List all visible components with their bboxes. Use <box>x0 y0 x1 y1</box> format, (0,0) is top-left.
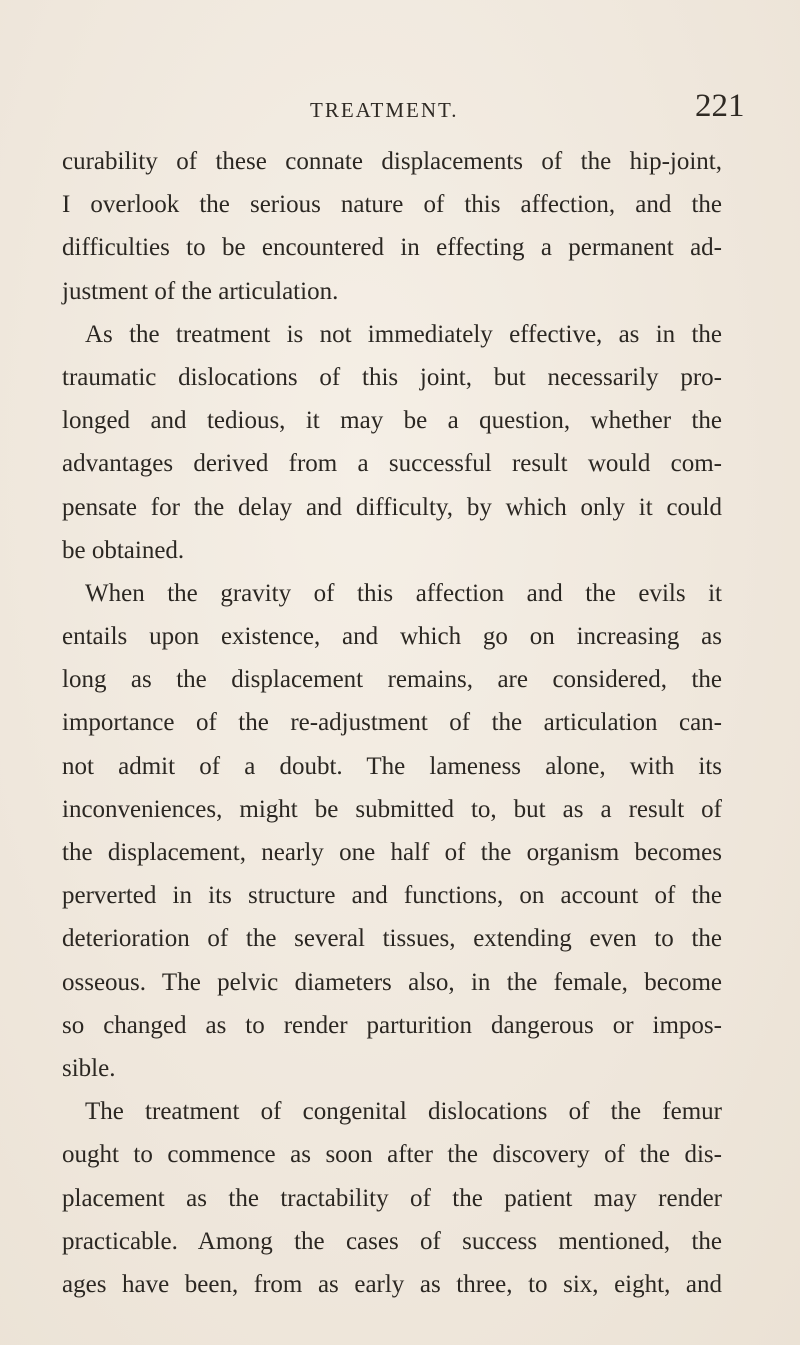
running-title: TREATMENT. <box>310 98 459 122</box>
text-line: osseous. The pelvic diameters also, in the female, become <box>62 968 722 996</box>
text-line: justment of the articulation. <box>62 277 339 305</box>
text-line: ages have been, from as early as three, to six, eight, and <box>62 1270 722 1298</box>
text-line: difficulties to be encountered in effecting a permanent ad- <box>62 234 722 262</box>
text-line: curability of these connate displacements of the hip-joint, <box>62 148 722 175</box>
text-line: I overlook the serious nature of this affection, and the <box>62 191 722 219</box>
body-text <box>62 140 722 1306</box>
text-line: perverted in its structure and functions, on account of the <box>62 882 722 910</box>
text-line: longed and tedious, it may be a question, whether the <box>62 407 722 435</box>
text-line: importance of the re-adjustment of the articulation can- <box>62 709 722 737</box>
text-line: be obtained. <box>62 536 185 564</box>
text-line: practicable. Among the cases of success mentioned, the <box>62 1227 722 1255</box>
text-line: entails upon existence, and which go on increasing as <box>62 623 722 651</box>
page-number: 221 <box>695 88 745 124</box>
text-line: ought to commence as soon after the discovery of the dis- <box>62 1141 722 1169</box>
text-line: sible. <box>62 1054 116 1082</box>
text-line: As the treatment is not immediately effective, as in the <box>85 320 722 348</box>
text-line: The treatment of congenital dislocations of the femur <box>85 1098 722 1126</box>
text-line: not admit of a doubt. The lameness alone, with its <box>62 752 722 780</box>
text-line: inconveniences, might be submitted to, but as a result of <box>62 795 722 823</box>
text-line: placement as the tractability of the patient may render <box>62 1184 722 1212</box>
text-line: so changed as to render parturition dangerous or impos- <box>62 1011 722 1039</box>
text-line: pensate for the delay and difficulty, by which only it could <box>62 493 722 521</box>
text-line: the displacement, nearly one half of the organism becomes <box>62 839 722 866</box>
text-line: advantages derived from a successful result would com- <box>62 450 722 478</box>
text-line: When the gravity of this affection and the evils it <box>85 579 722 607</box>
text-line: traumatic dislocations of this joint, but necessarily pro- <box>62 363 722 391</box>
text-line: long as the displacement remains, are considered, the <box>62 666 722 694</box>
text-line: deterioration of the several tissues, extending even to the <box>62 925 722 953</box>
